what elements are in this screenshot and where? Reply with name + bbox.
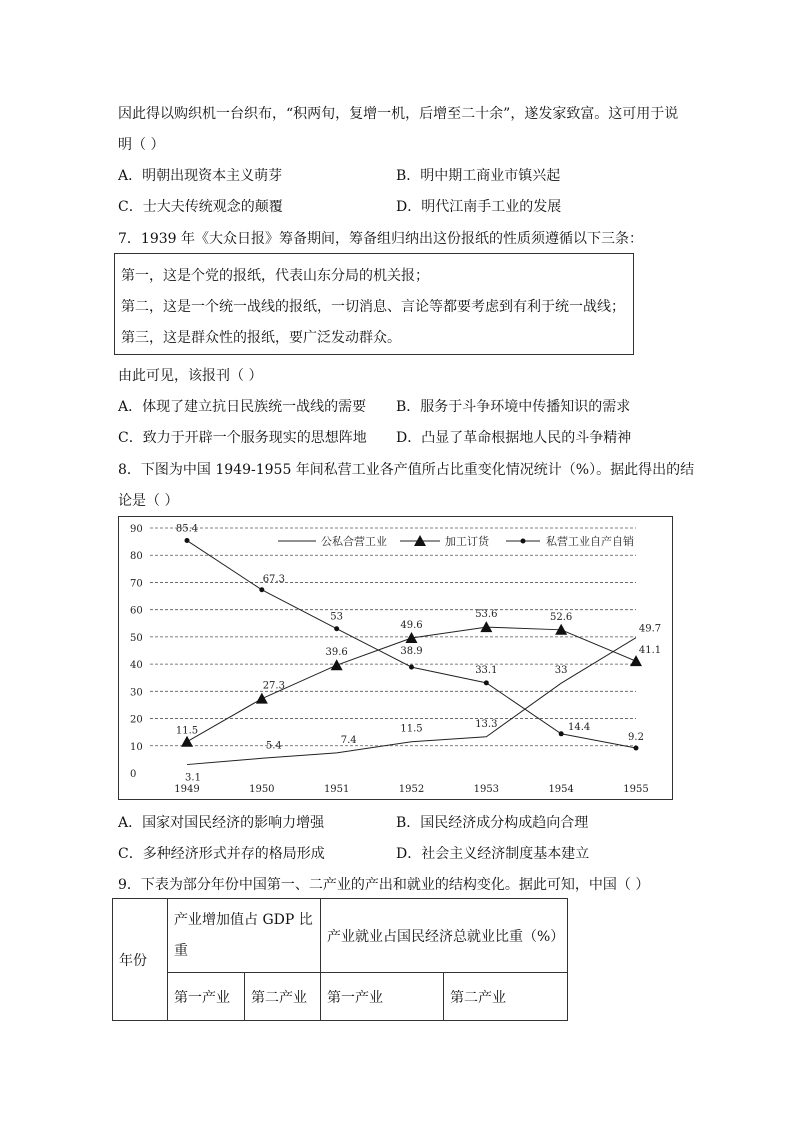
data-label: 52.6 (550, 611, 573, 623)
dot-point (185, 538, 190, 543)
q9-emp-header: 产业就业占国民经济总就业比重（%） (321, 899, 568, 973)
dot-point (484, 680, 489, 685)
legend-dot-marker (521, 539, 526, 544)
y-tick-label: 10 (130, 741, 143, 753)
q7-option-a[interactable]: A．体现了建立抗日民族统一战线的需要 (118, 399, 367, 415)
dot-point (334, 626, 339, 631)
q7-quote-box (114, 253, 634, 355)
q7-quote-line-2: 第二，这是一个统一战线的报纸，一切消息、言论等都要考虑到有利于统一战线； (121, 299, 625, 315)
x-tick-label: 1949 (174, 784, 200, 795)
data-label: 27.3 (262, 680, 285, 692)
legend-label-1: 公私合营工业 (321, 535, 387, 548)
data-label: 33.1 (475, 664, 498, 676)
data-label: 9.2 (628, 731, 644, 743)
q9-sub-header-2: 第二产业 (245, 973, 321, 1021)
q6-option-c[interactable]: C．士大夫传统观念的颠覆 (118, 199, 283, 215)
q9-year-header: 年份 (113, 899, 168, 1021)
q8-stem-line1: 8．下图为中国 1949-1955 年间私营工业各产值所占比重变化情况统计（%）。据此得出的结 (118, 462, 695, 478)
data-label: 41.1 (638, 645, 662, 657)
y-tick-label: 30 (130, 687, 143, 699)
q9-gdp-header (168, 899, 321, 973)
y-tick-label: 60 (130, 605, 143, 617)
q8-option-a[interactable]: A．国家对国民经济的影响力增强 (118, 815, 325, 831)
x-tick-label: 1953 (473, 784, 500, 795)
y-tick-label: 80 (130, 551, 143, 563)
q7-quote-line-3: 第三，这是群众性的报纸，要广泛发动群众。 (121, 330, 401, 346)
q6-option-a[interactable]: A．明朝出现资本主义萌芽 (118, 168, 283, 184)
q9-sub-header-3: 第一产业 (321, 973, 444, 1021)
legend-label-2: 加工订货 (445, 535, 489, 548)
data-label: 3.1 (185, 772, 201, 784)
data-label: 33 (554, 665, 568, 677)
data-label: 49.6 (400, 619, 423, 631)
legend-label-3: 私营工业自产自销 (546, 535, 634, 548)
y-tick-label: 50 (130, 632, 143, 644)
dot-point (559, 731, 564, 736)
x-tick-label: 1954 (548, 784, 574, 795)
y-tick-label: 70 (130, 578, 143, 590)
q6-stem-line1: 因此得以购织机一台织布，“积两旬，复增一机，后增至二十余”，遂发家致富。这可用于说 (118, 106, 679, 122)
q7-stem: 7．1939 年《大众日报》筹备期间，筹备组归纳出这份报纸的性质须遵循以下三条： (118, 231, 643, 247)
x-tick-label: 1952 (398, 784, 425, 795)
y-tick-label: 40 (130, 660, 143, 672)
q8-option-b[interactable]: B．国民经济成分构成趋向合理 (396, 815, 589, 831)
y-tick-label: 90 (130, 524, 143, 535)
dot-point (634, 745, 639, 750)
data-label: 14.4 (568, 721, 591, 733)
q9-sub-header-1: 第一产业 (168, 973, 245, 1021)
chart-frame (119, 517, 673, 800)
y-tick-label: 0 (130, 769, 137, 780)
q9-stem: 9．下表为部分年份中国第一、二产业的产出和就业的结构变化。据此可知，中国（ ） (118, 877, 650, 893)
data-label: 7.4 (340, 734, 357, 746)
q7-option-c[interactable]: C．致力于开辟一个服务现实的思想阵地 (118, 430, 367, 446)
q8-stem-line2: 论是（ ） (118, 493, 179, 509)
q7-option-b[interactable]: B．服务于斗争环境中传播知识的需求 (396, 399, 631, 415)
data-label: 49.7 (638, 623, 662, 635)
dot-point (259, 587, 264, 592)
dot-point (409, 665, 414, 670)
q9-table (112, 898, 568, 1021)
data-label: 38.9 (400, 646, 423, 658)
x-tick-label: 1950 (249, 784, 275, 795)
q6-stem-line2: 明（ ） (118, 137, 165, 153)
chart-legend (278, 534, 634, 548)
x-tick-label: 1951 (323, 784, 350, 795)
y-tick-label: 20 (130, 714, 143, 726)
data-label: 53.6 (475, 609, 498, 621)
q9-gdp-header-line2: 重 (174, 942, 188, 959)
q8-line-chart (118, 516, 673, 800)
q9-sub-header-4: 第二产业 (444, 973, 568, 1021)
q6-option-b[interactable]: B．明中期工商业市镇兴起 (396, 168, 561, 184)
data-label: 85.4 (175, 523, 199, 535)
q7-after: 由此可见，该报刊（ ） (118, 368, 263, 384)
data-label: 13.3 (475, 718, 498, 730)
q7-quote-line-1: 第一，这是个党的报纸，代表山东分局的机关报； (121, 268, 429, 284)
data-label: 67.3 (262, 573, 285, 585)
q6-option-d[interactable]: D．明代江南手工业的发展 (396, 199, 562, 215)
q9-gdp-header-line1: 产业增加值占 GDP 比 (174, 911, 313, 928)
data-label: 5.4 (265, 740, 282, 752)
data-label: 53 (330, 611, 344, 623)
data-label: 11.5 (400, 723, 423, 735)
x-tick-label: 1955 (623, 784, 649, 795)
q8-option-c[interactable]: C．多种经济形式并存的格局形成 (118, 846, 325, 862)
q7-option-d[interactable]: D．凸显了革命根据地人民的斗争精神 (396, 430, 632, 446)
data-label: 39.6 (325, 647, 348, 659)
q8-option-d[interactable]: D．社会主义经济制度基本建立 (396, 846, 590, 862)
data-label: 11.5 (175, 725, 199, 737)
